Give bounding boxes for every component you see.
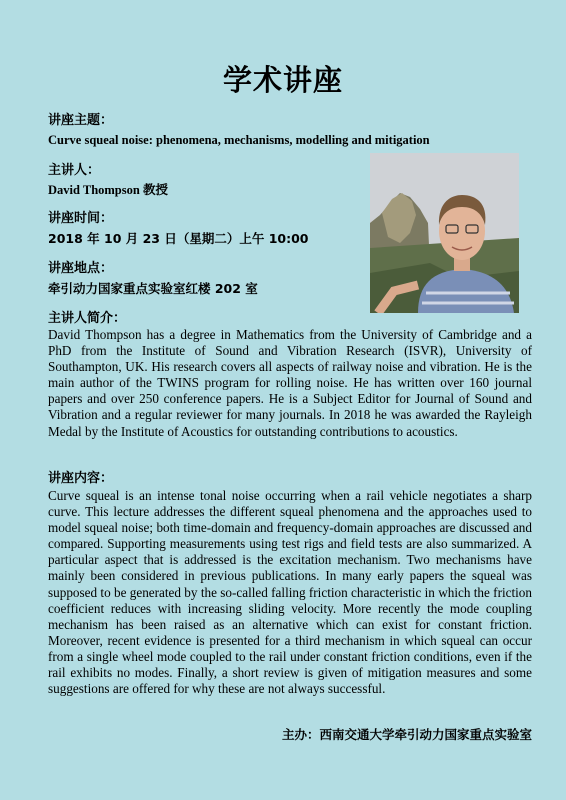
organizer-footer: 主办：西南交通大学牵引动力国家重点实验室 (281, 727, 532, 742)
speaker-photo (370, 153, 519, 313)
time-label: 讲座时间： (48, 211, 114, 226)
place-value: 牵引动力国家重点实验室红楼 202 室 (48, 281, 258, 296)
bio-text: David Thompson has a degree in Mathematics from the University of Cambridge and a PhD from the Institute of Sound and Vibration Research (ISVR), University of Southampton, UK. His research covers all aspects of railway noise and vibration. He is the main author of the TWINS program for rolling noise. He has written over 160 journal papers and over 250 conference papers. He is a Subject Editor for Journal of Sound and Vibration and a regular reviewer for many journals. In 2018 he was awarded the Rayleigh Medal by the Institute of Acoustics for outstanding contributions to acoustics. (48, 327, 532, 439)
content-text: Curve squeal is an intense tonal noise occurring when a rail vehicle negotiates a sharp curve. This lecture addresses the different squeal phenomena and the approaches used to model squeal noise; both time-domain and frequency-domain approaches are discussed and compared. Supporting measurements using test rigs and field tests are also summarized. A particular aspect that is addressed is the excitation mechanism. Two mechanisms have mainly been considered in previous publications. In many early papers the squeal was supposed to be generated by the so-called falling friction characteristic in which the friction coefficient reduces with increasing sliding velocity. More recently the mode coupling mechanism has been raised as an alternative which can exist for constant friction. Moreover, recent evidence is presented for a third mechanism in which squeal can occur from a single wheel mode coupled to the rail under constant friction conditions, even if the rail exhibits no modes. Finally, a short review is given of mitigation measures and some suggestions are offered for why these are not always successful. (48, 488, 532, 697)
bio-label-wrap (48, 310, 126, 327)
place-section (48, 260, 258, 297)
place-label: 讲座地点： (48, 261, 114, 276)
topic-section (48, 112, 430, 149)
content-label: 讲座内容： (48, 471, 114, 486)
time-value: 2018 年 10 月 23 日（星期二）上午 10:00 (48, 231, 309, 246)
speaker-value: David Thompson 教授 (48, 183, 168, 197)
page-title: 学术讲座 (222, 63, 343, 97)
time-section (48, 210, 308, 247)
speaker-section (48, 162, 168, 199)
speaker-label: 主讲人： (48, 163, 101, 178)
topic-label: 讲座主题： (48, 113, 114, 128)
topic-value: Curve squeal noise: phenomena, mechanisms, modelling and mitigation (48, 133, 430, 147)
content-label-wrap (48, 470, 113, 487)
bio-label: 主讲人简介： (48, 311, 127, 326)
